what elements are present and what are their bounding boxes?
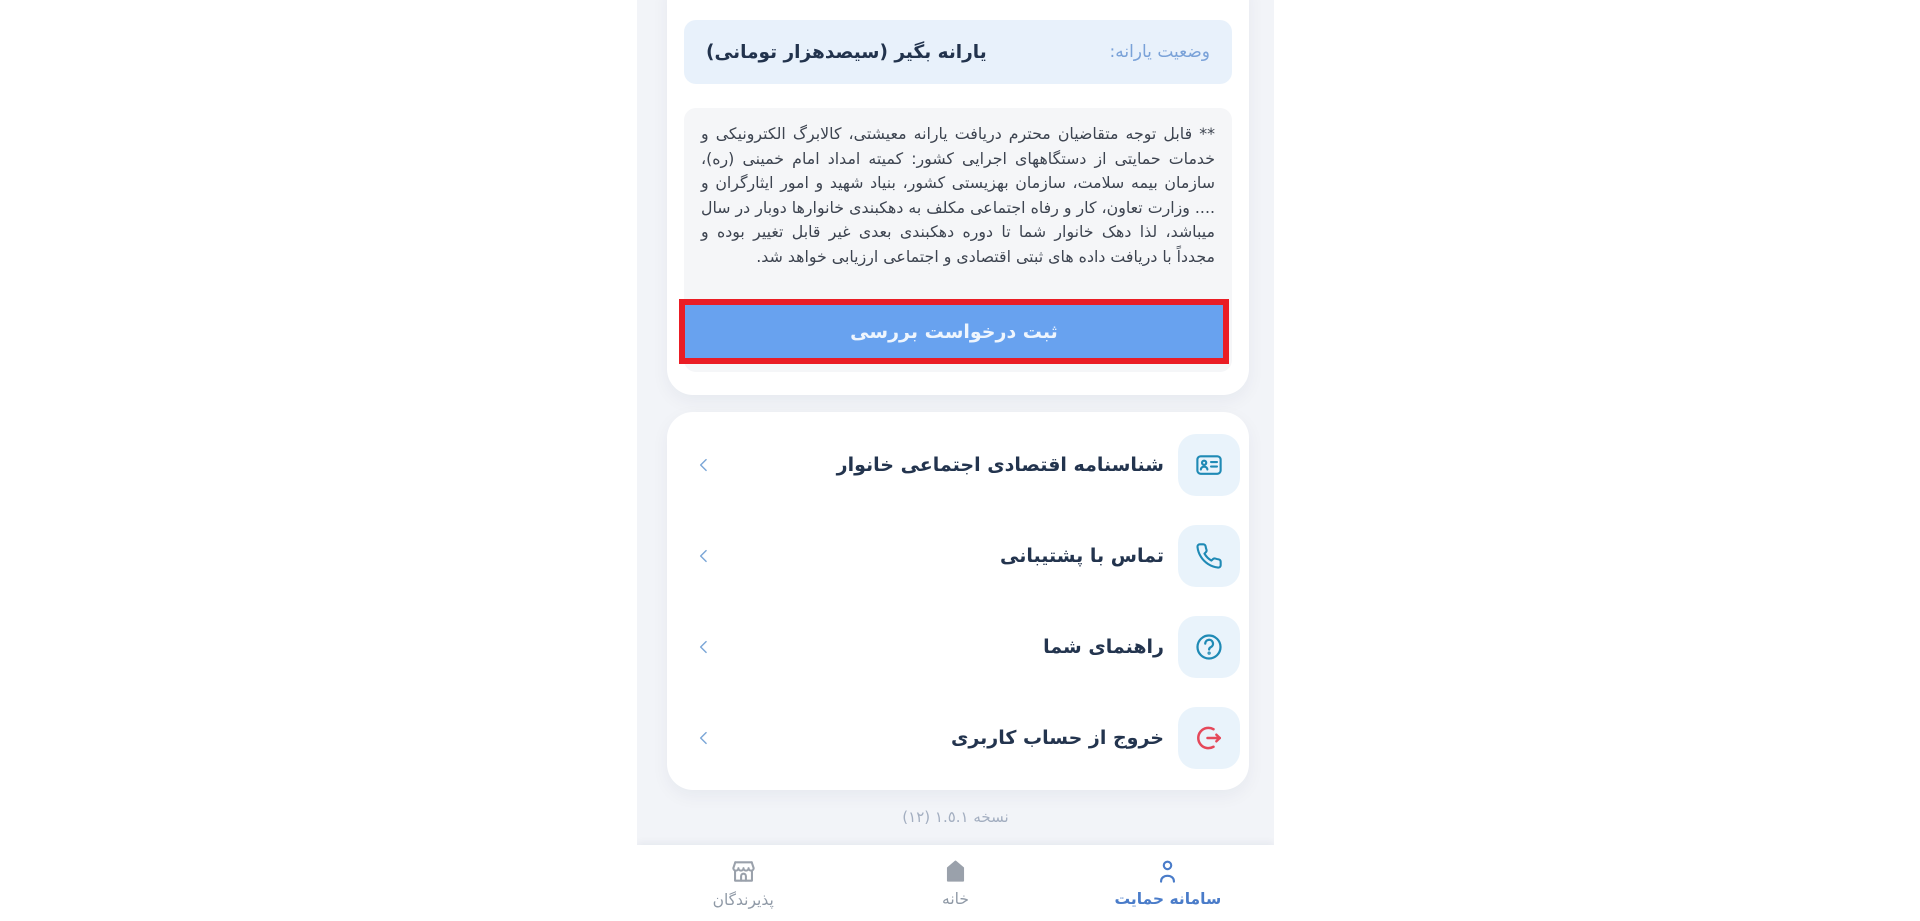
nav-item-label: سامانه حمایت [1114, 890, 1222, 908]
help-circle-icon [1178, 616, 1240, 678]
submit-review-request-button[interactable]: ثبت درخواست بررسی [685, 305, 1223, 358]
person-icon [1154, 858, 1181, 885]
annotation-highlight-box [679, 299, 1229, 364]
menu-item-your-guide[interactable] [667, 609, 1249, 685]
phone-icon [1178, 525, 1240, 587]
subsidy-status-row [684, 20, 1232, 84]
subsidy-status-card [667, 0, 1249, 395]
chevron-left-icon [693, 727, 715, 749]
menu-card [667, 412, 1249, 790]
menu-item-label: راهنمای شما [1043, 636, 1164, 658]
menu-item-household-socioeconomic-profile[interactable] [667, 427, 1249, 503]
menu-item-label: تماس با پشتیبانی [1000, 545, 1164, 567]
menu-item-contact-support[interactable] [667, 518, 1249, 594]
id-card-icon [1178, 434, 1240, 496]
subsidy-notice-text: ** قابل توجه متقاضیان محترم دریافت یارانه معیشتی، کالابرگ الکترونیکی و خدمات حمایتی از دستگاههای اجرایی کشور: کمیته امداد امام خمینی (ره)، سازمان بیمه سلامت، سازمان بهزیستی کشور، بنیاد شهید و امور ایثارگران و .... وزارت تعاون، کار و رفاه اجتماعی مکلف به دهکبندی خانوارها دوبار در سال میباشد، لذا دهک خانوار شما تا دوره دهکبندی بعدی غیر قابل تغییر بوده و مجدداً با دریافت داده های ثبتی اقتصادی و اجتماعی ارزیابی خواهد شد. [701, 124, 1215, 266]
nav-item-home[interactable] [901, 858, 1011, 908]
app-version-label: نسخه ١.٥.١ (١٢) [902, 808, 1009, 826]
subsidy-status-value: یارانه بگیر (سیصدهزار تومانی) [706, 41, 987, 63]
app-viewport [637, 0, 1274, 921]
nav-item-label: خانه [942, 890, 969, 908]
menu-item-label: خروج از حساب کاربری [950, 727, 1164, 749]
chevron-left-icon [693, 636, 715, 658]
subsidy-status-label: وضعیت یارانه: [1109, 42, 1210, 62]
bottom-navigation-bar [637, 845, 1274, 921]
storefront-icon [729, 857, 758, 886]
menu-item-logout[interactable] [667, 700, 1249, 776]
menu-item-label: شناسنامه اقتصادی اجتماعی خانوار [836, 454, 1164, 476]
chevron-left-icon [693, 545, 715, 567]
nav-item-support-system[interactable] [1113, 858, 1223, 908]
logout-icon [1178, 707, 1240, 769]
nav-item-merchants[interactable] [688, 857, 798, 909]
chevron-left-icon [693, 454, 715, 476]
home-icon [942, 858, 969, 885]
nav-item-label: پذیرندگان [712, 891, 774, 909]
